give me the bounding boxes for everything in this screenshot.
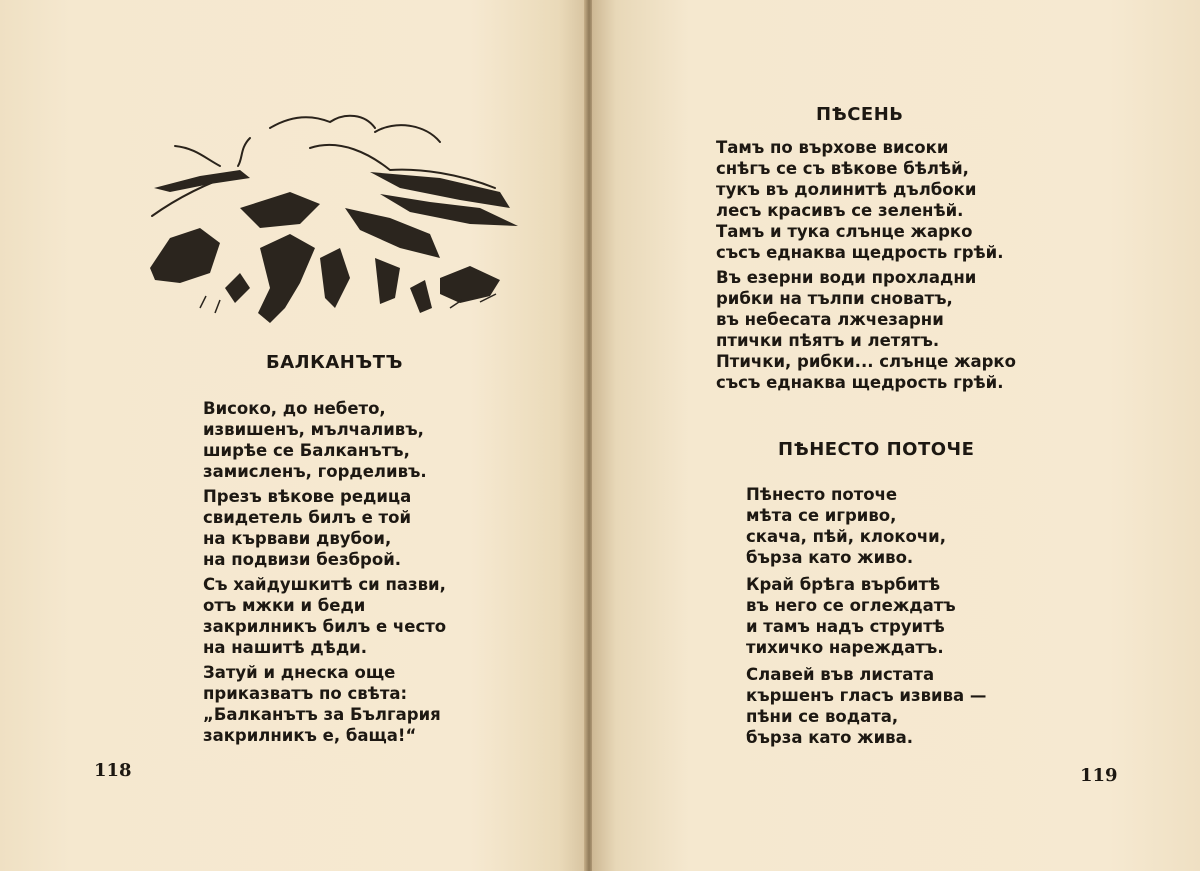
verse-line: замисленъ, горделивъ. [203,462,427,481]
verse-line: извишенъ, мълчаливъ, [203,420,424,439]
stanza-2 [203,486,411,570]
stanza-3 [203,574,446,658]
left-page [0,0,588,871]
verse-line: Затуй и днеска още [203,663,396,682]
verse-line: въ него се оглеждатъ [746,596,956,615]
verse-line: ширѣе се Балканътъ, [203,441,410,460]
stanza-4 [203,662,441,746]
mountain-illustration [140,108,525,333]
stanza-1 [716,137,1004,263]
verse-line: съсъ еднаква щедрость грѣй. [716,243,1004,262]
verse-line: приказватъ по свѣта: [203,684,408,703]
poem-title-pesen: ПѢСЕНЬ [816,104,904,125]
verse-line: Съ хайдушкитѣ си пазви, [203,575,446,594]
verse-line: Тамъ по върхове високи [716,138,949,157]
poem-title-balkanat: БАЛКАНЪТЪ [266,352,403,373]
verse-line: пѣни се водата, [746,707,899,726]
verse-line: скача, пѣй, клокочи, [746,527,947,546]
verse-line: тихичко нареждатъ. [746,638,944,657]
verse-line: лесъ красивъ се зеленѣй. [716,201,964,220]
right-page [592,0,1200,871]
verse-line: тукъ въ долинитѣ дълбоки [716,180,977,199]
verse-line: въ небесата лжчезарни [716,310,944,329]
verse-line: снѣгъ се съ вѣкове бѣлѣй, [716,159,969,178]
verse-line: бърза като жива. [746,728,913,747]
page-number-left: 118 [94,760,132,781]
verse-line: закрилникъ е, баща!“ [203,726,417,745]
verse-line: бърза като живо. [746,548,914,567]
verse-line: отъ мжки и беди [203,596,366,615]
verse-line: Въ езерни води прохладни [716,268,977,287]
poem-title-penesto-potoche: ПѢНЕСТО ПОТОЧЕ [778,439,975,460]
verse-line: свидетель билъ е той [203,508,412,527]
verse-line: Пѣнесто поточе [746,485,898,504]
verse-line: и тамъ надъ струитѣ [746,617,945,636]
verse-line: Високо, до небето, [203,399,386,418]
verse-line: закрилникъ билъ е често [203,617,447,636]
verse-line: Тамъ и тука слънце жарко [716,222,973,241]
verse-line: на подвизи безброй. [203,550,402,569]
stanza-3 [746,664,986,748]
verse-line: птички пѣятъ и летятъ. [716,331,940,350]
verse-line: Презъ вѣкове редица [203,487,412,506]
verse-line: мѣта се игриво, [746,506,897,525]
stanza-1 [746,484,946,568]
verse-line: на нашитѣ дѣди. [203,638,367,657]
stanza-2 [716,267,1016,393]
stanza-2 [746,574,956,658]
verse-line: Славей във листата [746,665,935,684]
verse-line: съсъ еднаква щедрость грѣй. [716,373,1004,392]
page-number-right: 119 [1080,765,1118,786]
stanza-1 [203,398,427,482]
verse-line: Птички, рибки... слънце жарко [716,352,1016,371]
verse-line: Край брѣга върбитѣ [746,575,941,594]
verse-line: рибки на тълпи сноватъ, [716,289,953,308]
verse-line: на кървави двубои, [203,529,392,548]
verse-line: „Балканътъ за България [203,705,441,724]
verse-line: кършенъ гласъ извива — [746,686,987,705]
